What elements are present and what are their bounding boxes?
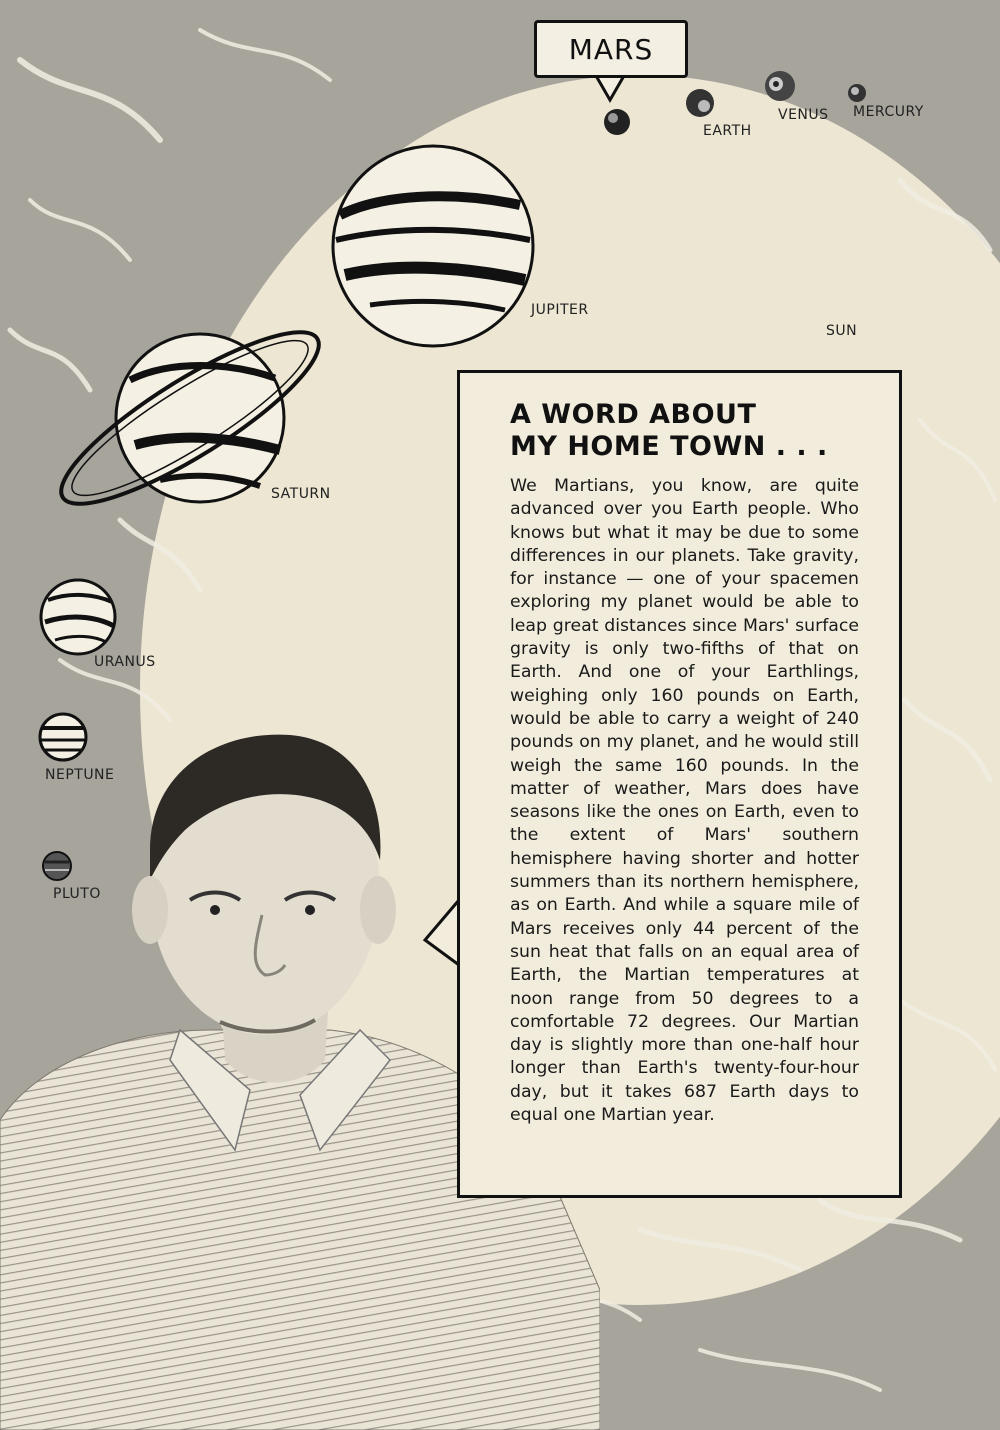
jupiter-planet	[333, 146, 533, 346]
mars-label-box	[534, 20, 688, 78]
neptune-label: NEPTUNE	[45, 767, 115, 783]
uranus-planet	[41, 580, 115, 654]
mars-planet	[604, 109, 630, 135]
mercury-label: MERCURY	[853, 104, 924, 120]
pluto-label: PLUTO	[53, 886, 101, 902]
mars-label: MARS	[568, 32, 654, 66]
saturn-label: SATURN	[271, 486, 331, 502]
article-title	[510, 399, 859, 463]
mercury-planet	[848, 84, 866, 102]
uranus-label: URANUS	[94, 654, 156, 670]
article-title-line2: MY HOME TOWN . . .	[510, 431, 828, 462]
jupiter-label: JUPITER	[531, 302, 589, 318]
article-box	[457, 370, 902, 1198]
earth-label: EARTH	[703, 123, 752, 139]
sun-label: SUN	[826, 323, 858, 339]
venus-label: VENUS	[778, 107, 829, 123]
article-title-line1: A WORD ABOUT	[510, 399, 757, 430]
venus-planet	[765, 71, 795, 101]
earth-planet	[686, 89, 714, 117]
article-body: We Martians, you know, are quite advanced over you Earth people. Who knows but what it may be due to some differences in our planets. Take gravity, for instance — one of your spacemen exploring my planet would be able to leap great distances since Mars' surface gravity is only two-fifths of that on Earth. And one of your Earthlings, weighing only 160 pounds on Earth, would be able to carry a weight of 240 pounds on my planet, and he would still weigh the same 160 pounds. In the matter of weather, Mars does have seasons like the ones on Earth, even to the extent of Mars' southern hemisphere having shorter and hotter summers than its northern hemisphere, as on Earth. And while a square mile of Mars receives only 44 percent of the sun heat that falls on an equal area of Earth, the Martian temperatures at noon range from 50 degrees to a comfortable 72 degrees. Our Martian day is slightly more than one-half hour longer than Earth's twenty-four-hour day, but it takes 687 Earth days to equal one Martian year.	[510, 476, 859, 1126]
